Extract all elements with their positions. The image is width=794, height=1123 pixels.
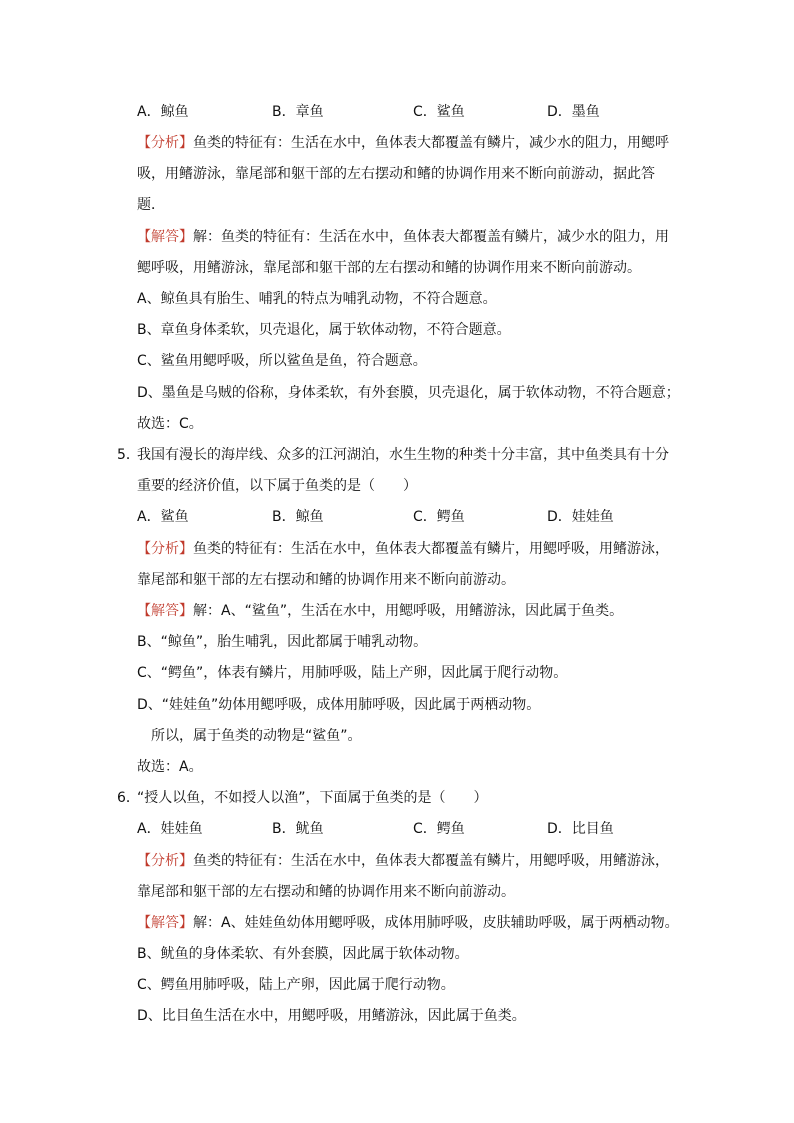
q6-answer-line-2: B、鱿鱼的身体柔软、有外套膜，因此属于软体动物。 <box>137 946 469 962</box>
q5-option-c: C．鳄鱼 <box>413 509 465 525</box>
answer-tag: 【解答】 <box>137 603 193 619</box>
q4-option-b: B．章鱼 <box>272 104 324 120</box>
q4-answer-line-4: B、章鱼身体柔软，贝壳退化，属于软体动物，不符合题意。 <box>137 322 511 338</box>
q6-answer-line-1: 【解答】解：A、娃娃鱼幼体用鳃呼吸，成体用肺呼吸，皮肤辅助呼吸，属于两栖动物。 <box>137 915 679 931</box>
analysis-tag: 【分析】 <box>137 541 193 557</box>
q5-analysis-line-1: 【分析】鱼类的特征有：生活在水中，鱼体表大都覆盖有鳞片，用鳃呼吸，用鳍游泳， <box>137 541 669 557</box>
analysis-tag: 【分析】 <box>137 853 193 869</box>
q5-analysis-line-2: 靠尾部和躯干部的左右摆动和鳍的协调作用来不断向前游动。 <box>137 572 515 588</box>
q6-number: 6． <box>117 790 140 806</box>
q5-answer-line-3: C、“鳄鱼”，体表有鳞片，用肺呼吸，陆上产卵，因此属于爬行动物。 <box>137 665 568 681</box>
q5-stem-line-1: 我国有漫长的海岸线、众多的江河湖泊，水生生物的种类十分丰富，其中鱼类具有十分 <box>137 447 669 463</box>
q4-option-d: D．墨鱼 <box>547 104 600 120</box>
q4-option-a: A．鲸鱼 <box>137 104 189 120</box>
q5-answer-line-5: 所以，属于鱼类的动物是“鲨鱼”。 <box>137 728 362 744</box>
q6-stem-line-1: “授人以鱼，不如授人以渔”，下面属于鱼类的是（ ） <box>137 790 488 806</box>
q5-option-b: B．鲸鱼 <box>272 509 324 525</box>
q6-analysis-line-2: 靠尾部和躯干部的左右摆动和鳍的协调作用来不断向前游动。 <box>137 884 515 900</box>
q4-answer-line-5: C、鲨鱼用鳃呼吸，所以鲨鱼是鱼，符合题意。 <box>137 353 427 369</box>
q5-stem-line-2: 重要的经济价值，以下属于鱼类的是（ ） <box>137 478 417 494</box>
q4-answer-line-2: 鳃呼吸，用鳍游泳，靠尾部和躯干部的左右摆动和鳍的协调作用来不断向前游动。 <box>137 260 641 276</box>
q5-answer-line-2: B、“鲸鱼”，胎生哺乳，因此都属于哺乳动物。 <box>137 634 428 650</box>
q5-option-a: A．鲨鱼 <box>137 509 189 525</box>
q5-option-d: D．娃娃鱼 <box>547 509 614 525</box>
q4-answer-line-6: D、墨鱼是乌贼的俗称，身体柔软，有外套膜，贝壳退化，属于软体动物，不符合题意； <box>137 385 680 401</box>
answer-tag: 【解答】 <box>137 229 193 245</box>
answer-tag: 【解答】 <box>137 915 193 931</box>
analysis-tag: 【分析】 <box>137 135 193 151</box>
q4-answer-line-1: 【解答】解：鱼类的特征有：生活在水中，鱼体表大都覆盖有鳞片，减少水的阻力，用 <box>137 229 669 245</box>
q6-answer-line-4: D、比目鱼生活在水中，用鳃呼吸，用鳍游泳，因此属于鱼类。 <box>137 1008 526 1024</box>
q6-option-a: A．娃娃鱼 <box>137 821 203 837</box>
q4-answer-line-7: 故选：C。 <box>137 416 203 432</box>
q5-answer-line-6: 故选：A。 <box>137 759 203 775</box>
q6-option-c: C．鳄鱼 <box>413 821 465 837</box>
q6-option-b: B．鱿鱼 <box>272 821 324 837</box>
q4-analysis-line-2: 吸，用鳍游泳，靠尾部和躯干部的左右摆动和鳍的协调作用来不断向前游动，据此答 <box>137 166 655 182</box>
q5-answer-line-1: 【解答】解：A、“鲨鱼”，生活在水中，用鳃呼吸，用鳍游泳，因此属于鱼类。 <box>137 603 624 619</box>
q4-analysis-line-1: 【分析】鱼类的特征有：生活在水中，鱼体表大都覆盖有鳞片，减少水的阻力，用鳃呼 <box>137 135 669 151</box>
q5-answer-line-4: D、“娃娃鱼”幼体用鳃呼吸，成体用肺呼吸，因此属于两栖动物。 <box>137 697 541 713</box>
q6-answer-line-3: C、鳄鱼用肺呼吸，陆上产卵，因此属于爬行动物。 <box>137 977 455 993</box>
q6-option-d: D．比目鱼 <box>547 821 614 837</box>
q4-option-c: C．鲨鱼 <box>413 104 465 120</box>
q5-number: 5． <box>117 447 140 463</box>
q4-answer-line-3: A、鲸鱼具有胎生、哺乳的特点为哺乳动物，不符合题意。 <box>137 291 497 307</box>
q4-analysis-line-3: 题． <box>137 197 165 213</box>
q6-analysis-line-1: 【分析】鱼类的特征有：生活在水中，鱼体表大都覆盖有鳞片，用鳃呼吸，用鳍游泳， <box>137 853 669 869</box>
